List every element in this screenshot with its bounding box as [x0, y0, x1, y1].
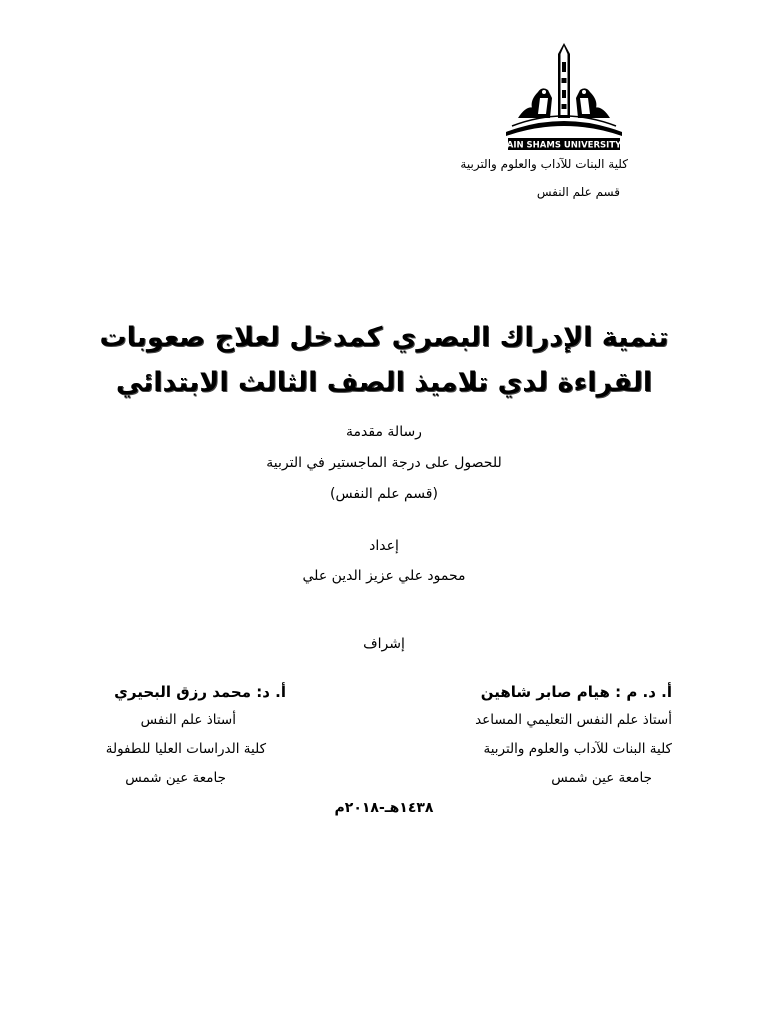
- supervisor-1-university: جامعة عين شمس: [551, 770, 652, 786]
- thesis-type: رسالة مقدمة: [346, 424, 422, 440]
- degree-purpose: للحصول على درجة الماجستير في التربية: [266, 455, 502, 471]
- supervisor-1-college: كلية البنات للآداب والعلوم والتربية: [483, 741, 672, 757]
- logo-caption: AIN SHAMS UNIVERSITY: [506, 140, 622, 151]
- supervisor-1-name: أ. د. م : هيام صابر شاهين: [480, 683, 672, 701]
- thesis-title-line-2: القراءة لدي تلاميذ الصف الثالث الابتدائي: [115, 367, 653, 398]
- thesis-department: (قسم علم النفس): [330, 486, 438, 502]
- college-name: كلية البنات للآداب والعلوم والتربية: [460, 157, 628, 171]
- department-name: قسم علم النفس: [536, 185, 620, 199]
- supervisor-2-name: أ. د: محمد رزق البحيري: [114, 683, 286, 701]
- prepared-by-label: إعداد: [369, 538, 399, 554]
- university-emblem-icon: [498, 40, 630, 152]
- supervisor-2-university: جامعة عين شمس: [125, 770, 226, 786]
- supervision-label: إشراف: [363, 636, 405, 652]
- supervisor-2-title: أستاذ علم النفس: [140, 712, 236, 728]
- author-name: محمود علي عزيز الدين علي: [302, 568, 466, 584]
- thesis-title-line-1: تنمية الإدراك البصري كمدخل لعلاج صعوبات: [99, 322, 669, 353]
- supervisor-1-title: أستاذ علم النفس التعليمي المساعد: [475, 712, 672, 728]
- ain-shams-university-logo: [498, 40, 630, 152]
- supervisor-2-college: كلية الدراسات العليا للطفولة: [105, 741, 266, 757]
- date: ١٤٣٨هـ-٢٠١٨م: [334, 800, 434, 816]
